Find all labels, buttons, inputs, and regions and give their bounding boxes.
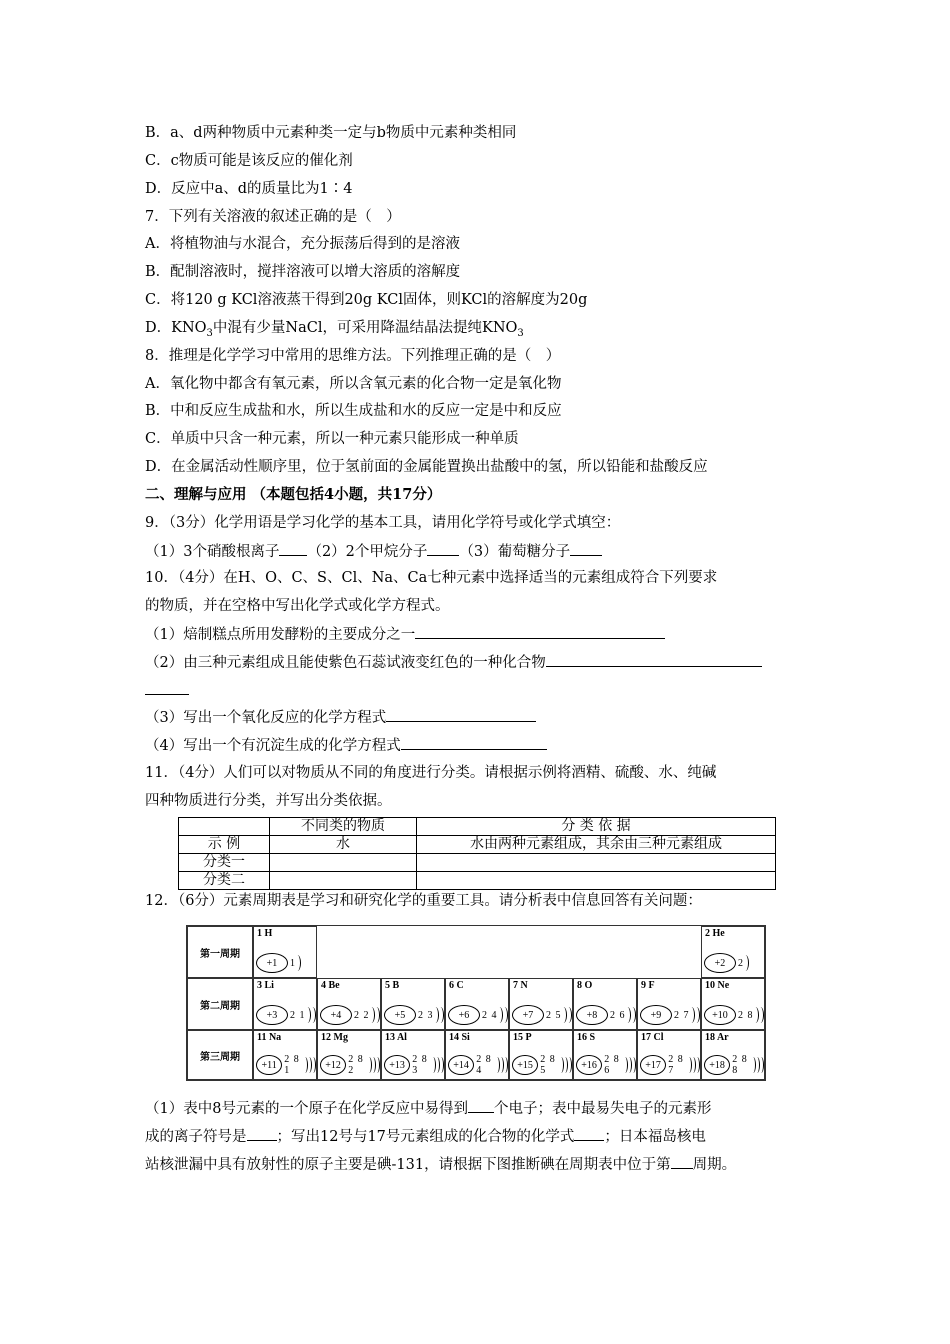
atom-structure-diagram — [320, 1054, 380, 1076]
electron-shells: 2 — [738, 957, 744, 969]
atom-structure-diagram — [256, 952, 301, 974]
table-cell: 分类一 — [179, 854, 270, 872]
element-cell — [317, 978, 381, 1030]
q10-stem-1: 10．（4分）在H、O、C、S、Cl、Na、Ca七种元素中选择适当的元素组成符合下列要求 — [145, 570, 718, 586]
answer-cell[interactable] — [270, 854, 417, 872]
shell-arc — [501, 1007, 508, 1023]
q8-option-b: B．中和反应生成盐和水，所以生成盐和水的反应一定是中和反应 — [145, 403, 562, 419]
nucleus-charge: +10 — [704, 1005, 736, 1025]
element-symbol: 10 Ne — [705, 980, 730, 991]
answer-cell[interactable] — [417, 872, 776, 890]
shell-arc — [630, 1057, 636, 1073]
atom-structure-diagram — [256, 1004, 316, 1026]
element-symbol: 4 Be — [321, 980, 340, 991]
q10-part-2-cont — [145, 680, 189, 701]
element-symbol: 2 He — [705, 928, 725, 939]
atom-structure-diagram — [384, 1054, 444, 1076]
element-symbol: 1 H — [257, 928, 273, 939]
element-symbol: 11 Na — [257, 1032, 282, 1043]
element-cell — [509, 1030, 573, 1080]
q11-stem-1: 11．（4分）人们可以对物质从不同的角度进行分类。请根据示例将酒精、硫酸、水、纯碱 — [145, 765, 717, 781]
q10-part-2: （2）由三种元素组成且能使紫色石蕊试液变红色的一种化合物 — [145, 652, 762, 673]
atom-structure-diagram — [448, 1004, 508, 1026]
atom-structure-diagram — [704, 1054, 764, 1076]
q6-option-b: B．a、d两种物质中元素种类一定与b物质中元素种类相同 — [145, 125, 517, 141]
element-cell — [253, 978, 317, 1030]
element-cell — [573, 1030, 637, 1080]
element-symbol: 13 Al — [385, 1032, 407, 1043]
shell-arc — [437, 1007, 444, 1023]
atom-structure-diagram — [320, 1004, 380, 1026]
q10-stem-2: 的物质，并在空格中写出化学式或化学方程式。 — [145, 598, 450, 614]
shell-arc — [693, 1007, 700, 1023]
answer-blank[interactable] — [570, 541, 602, 556]
shell-arc — [757, 1007, 764, 1023]
nucleus-charge: +15 — [512, 1055, 538, 1075]
answer-blank[interactable] — [279, 541, 307, 556]
shell-arc — [629, 1007, 636, 1023]
nucleus-charge: +3 — [256, 1005, 288, 1025]
shell-arc — [566, 1057, 572, 1073]
q6-option-d: D．反应中a、d的质量比为1∶4 — [145, 181, 353, 197]
element-cell — [701, 1030, 765, 1080]
element-cell — [637, 1030, 701, 1080]
answer-blank[interactable] — [401, 735, 547, 750]
q12-answer-1: （1）表中8号元素的一个原子在化学反应中易得到 个电子；表中最易失电子的元素形 — [145, 1098, 711, 1119]
atom-structure-diagram — [576, 1004, 636, 1026]
q6-option-c: C．c物质可能是该反应的催化剂 — [145, 153, 353, 169]
shell-arc — [373, 1007, 380, 1023]
element-cell — [573, 978, 637, 1030]
element-cell — [445, 1030, 509, 1080]
atom-structure-diagram — [576, 1054, 636, 1076]
answer-blank[interactable] — [468, 1098, 494, 1113]
shell-arc — [758, 1057, 764, 1073]
atom-structure-diagram — [704, 1004, 764, 1026]
element-symbol: 7 N — [513, 980, 528, 991]
atom-structure-diagram — [384, 1004, 444, 1026]
nucleus-charge: +8 — [576, 1005, 608, 1025]
element-symbol: 14 Si — [449, 1032, 470, 1043]
electron-shells: 2 8 6 — [604, 1054, 620, 1076]
element-cell — [317, 1030, 381, 1080]
shell-arc — [374, 1057, 380, 1073]
answer-blank[interactable] — [546, 652, 762, 667]
element-symbol: 16 S — [577, 1032, 596, 1043]
element-cell — [253, 926, 317, 978]
q8-option-d: D．在金属活动性顺序里，位于氢前面的金属能置换出盐酸中的氢，所以铅能和盐酸反应 — [145, 459, 708, 475]
electron-shells: 2 2 — [354, 1009, 370, 1021]
electron-shells: 1 — [290, 957, 296, 969]
element-symbol: 17 Cl — [641, 1032, 664, 1043]
table-cell: 分类二 — [179, 872, 270, 890]
q12-stem: 12．（6分）元素周期表是学习和研究化学的重要工具。请分析表中信息回答有关问题： — [145, 893, 702, 909]
q10-part-3: （3）写出一个氧化反应的化学方程式 — [145, 707, 536, 728]
classification-table — [178, 817, 776, 890]
atom-structure-diagram — [512, 1054, 572, 1076]
shell-arc — [742, 955, 749, 971]
q12-answer-3: 站核泄漏中具有放射性的原子主要是碘-131，请根据下图推断碘在周期表中位于第 周期。 — [145, 1154, 736, 1175]
answer-blank[interactable] — [145, 680, 189, 695]
electron-shells: 2 8 4 — [476, 1054, 492, 1076]
element-symbol: 18 Ar — [705, 1032, 729, 1043]
element-cell — [381, 1030, 445, 1080]
nucleus-charge: +5 — [384, 1005, 416, 1025]
table-header-empty — [179, 818, 270, 836]
element-cell — [637, 978, 701, 1030]
shell-arc — [502, 1057, 508, 1073]
electron-shells: 2 8 7 — [668, 1054, 684, 1076]
q8-stem: 8．推理是化学学习中常用的思维方法。下列推理正确的是（ ） — [145, 348, 561, 364]
q7-stem: 7．下列有关溶液的叙述正确的是（ ） — [145, 209, 401, 225]
nucleus-charge: +16 — [576, 1055, 602, 1075]
nucleus-charge: +7 — [512, 1005, 544, 1025]
q10-part-4: （4）写出一个有沉淀生成的化学方程式 — [145, 735, 547, 756]
electron-shells: 2 7 — [674, 1009, 690, 1021]
answer-blank[interactable] — [671, 1154, 693, 1169]
answer-blank[interactable] — [427, 541, 459, 556]
q10-part-1: （1）焙制糕点所用发酵粉的主要成分之一 — [145, 624, 665, 645]
table-header: 不同类的物质 — [270, 818, 417, 836]
electron-shells: 2 8 2 — [348, 1054, 364, 1076]
element-symbol: 12 Mg — [321, 1032, 348, 1043]
section-heading: 二、理解与应用 （本题包括4小题，共17分） — [145, 486, 442, 503]
table-cell: 示 例 — [179, 836, 270, 854]
answer-cell[interactable] — [270, 872, 417, 890]
period-label: 第三周期 — [187, 1030, 253, 1080]
nucleus-charge: +9 — [640, 1005, 672, 1025]
shell-arc — [565, 1007, 572, 1023]
q9-stem: 9．（3分）化学用语是学习化学的基本工具，请用化学符号或化学式填空： — [145, 515, 621, 531]
q7-option-b: B．配制溶液时，搅拌溶液可以增大溶质的溶解度 — [145, 264, 461, 280]
q7-option-c: C．将120 g KCl溶液蒸干得到20g KCl固体，则KCl的溶解度为20g — [145, 292, 588, 308]
element-symbol: 8 O — [577, 980, 593, 991]
element-cell — [509, 978, 573, 1030]
element-symbol: 3 Li — [257, 980, 274, 991]
atom-structure-diagram — [640, 1054, 700, 1076]
nucleus-charge: +14 — [448, 1055, 474, 1075]
atom-structure-diagram — [640, 1004, 700, 1026]
nucleus-charge: +12 — [320, 1055, 346, 1075]
answer-blank[interactable] — [415, 624, 665, 639]
nucleus-charge: +2 — [704, 953, 736, 973]
electron-shells: 2 3 — [418, 1009, 434, 1021]
electron-shells: 2 8 1 — [284, 1054, 300, 1076]
q8-option-c: C．单质中只含一种元素，所以一种元素只能形成一种单质 — [145, 431, 519, 447]
electron-shells: 2 4 — [482, 1009, 498, 1021]
electron-shells: 2 8 8 — [732, 1054, 748, 1076]
table-header: 分 类 依 据 — [417, 818, 776, 836]
table-cell: 水由两种元素组成，其余由三种元素组成 — [417, 836, 776, 854]
electron-shells: 2 5 — [546, 1009, 562, 1021]
answer-blank[interactable] — [247, 1126, 277, 1141]
shell-arc — [310, 1057, 316, 1073]
nucleus-charge: +17 — [640, 1055, 666, 1075]
electron-shells: 2 6 — [610, 1009, 626, 1021]
nucleus-charge: +1 — [256, 953, 288, 973]
shell-arc — [438, 1057, 444, 1073]
atom-structure-diagram — [704, 952, 749, 974]
answer-blank[interactable] — [386, 707, 536, 722]
nucleus-charge: +13 — [384, 1055, 410, 1075]
nucleus-charge: +18 — [704, 1055, 730, 1075]
element-cell — [701, 926, 765, 978]
q12-answer-2: 成的离子符号是 ；写出12号与17号元素组成的化合物的化学式 ；日本福岛核电 — [145, 1126, 706, 1147]
q9-parts: （1）3个硝酸根离子 （2）2个甲烷分子 （3）葡萄糖分子 — [145, 541, 602, 562]
electron-shells: 2 8 5 — [540, 1054, 556, 1076]
electron-shells: 2 8 — [738, 1009, 754, 1021]
shell-arc — [309, 1007, 316, 1023]
q11-stem-2: 四种物质进行分类，并写出分类依据。 — [145, 793, 392, 809]
element-cell — [253, 1030, 317, 1080]
answer-cell[interactable] — [417, 854, 776, 872]
element-symbol: 6 C — [449, 980, 464, 991]
atom-structure-diagram — [256, 1054, 316, 1076]
element-symbol: 15 P — [513, 1032, 532, 1043]
q7-option-a: A．将植物油与水混合，充分振荡后得到的是溶液 — [145, 236, 460, 252]
element-cell — [701, 978, 765, 1030]
q8-option-a: A．氧化物中都含有氧元素，所以含氧元素的化合物一定是氧化物 — [145, 376, 562, 392]
element-cell — [445, 978, 509, 1030]
nucleus-charge: +4 — [320, 1005, 352, 1025]
atom-structure-diagram — [512, 1004, 572, 1026]
shell-arc — [694, 1057, 700, 1073]
electron-shells: 2 8 3 — [412, 1054, 428, 1076]
q7-option-d: D．$KNO_3$中混有少量NaCl，可采用降温结晶法提纯$KNO_3$ — [145, 320, 524, 339]
element-symbol: 5 B — [385, 980, 400, 991]
electron-shells: 2 1 — [290, 1009, 306, 1021]
element-symbol: 9 F — [641, 980, 655, 991]
shell-arc — [294, 955, 301, 971]
atom-structure-diagram — [448, 1054, 508, 1076]
element-cell — [381, 978, 445, 1030]
nucleus-charge: +11 — [256, 1055, 282, 1075]
table-cell: 水 — [270, 836, 417, 854]
period-label: 第一周期 — [187, 926, 253, 978]
period-label: 第二周期 — [187, 978, 253, 1030]
answer-blank[interactable] — [574, 1126, 604, 1141]
nucleus-charge: +6 — [448, 1005, 480, 1025]
periodic-table-figure — [186, 925, 766, 1081]
